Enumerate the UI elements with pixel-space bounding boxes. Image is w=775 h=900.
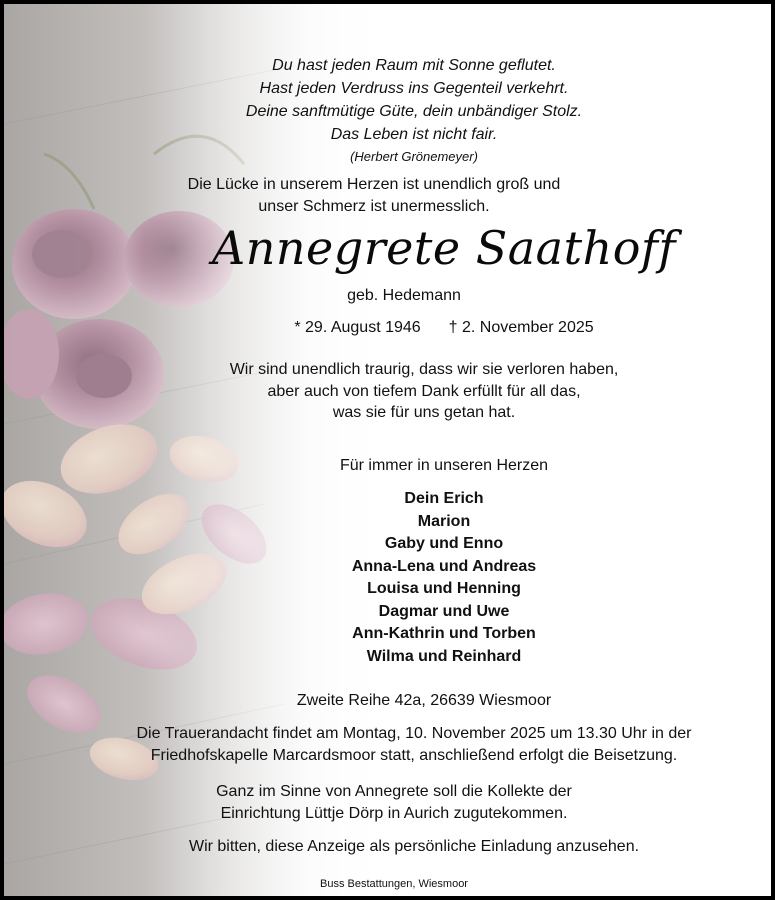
death-date: † 2. November 2025	[448, 319, 594, 336]
family-address: Zweite Reihe 42a, 26639 Wiesmoor	[296, 692, 552, 709]
mourners-list	[244, 488, 644, 668]
intro-line: Die Lücke in unserem Herzen ist unendlich groß und	[187, 176, 561, 193]
collection-line: Ganz im Sinne von Annegrete soll die Kollekte der	[216, 783, 572, 800]
birth-date: * 29. August 1946	[294, 319, 421, 336]
mourner-name: Dagmar und Uwe	[378, 602, 510, 620]
service-line: Friedhofskapelle Marcardsmoor statt, anschließend erfolgt die Beisetzung.	[150, 746, 678, 764]
maiden-name: geb. Hedemann	[347, 287, 461, 304]
life-dates	[264, 317, 624, 339]
mourner-name: Dein Erich	[404, 490, 484, 507]
grief-text	[174, 359, 674, 424]
mourner-name: Anna-Lena und Andreas	[351, 557, 537, 575]
collection-info	[124, 781, 664, 825]
service-line: Die Trauerandacht findet am Montag, 10. November 2025 um 13.30 Uhr in der	[136, 725, 692, 742]
deceased-name: Annegrete Saathoff	[212, 221, 676, 275]
quote-author: (Herbert Grönemeyer)	[350, 149, 478, 164]
quote-line: Hast jeden Verdruss ins Gegenteil verkehrt.	[259, 80, 569, 97]
quote-line: Du hast jeden Raum mit Sonne geflutet.	[272, 57, 556, 74]
grief-line: aber auch von tiefem Dank erfüllt für all das,	[267, 382, 581, 400]
quote-line: Deine sanftmütige Güte, dein unbändiger Stolz.	[245, 103, 583, 120]
poem-quote	[144, 54, 684, 168]
heart-line	[244, 455, 644, 477]
mourner-name: Gaby und Enno	[384, 535, 504, 552]
intro-text	[104, 174, 644, 218]
service-info	[44, 723, 775, 766]
collection-line: Einrichtung Lüttje Dörp in Aurich zugutekommen.	[220, 805, 568, 822]
grief-line: was sie für uns getan hat.	[332, 404, 516, 421]
mourner-name: Ann-Kathrin und Torben	[352, 625, 536, 642]
mourner-name: Louisa und Henning	[367, 580, 521, 597]
invitation-note: Wir bitten, diese Anzeige als persönliche Einladung anzusehen.	[188, 838, 640, 855]
grief-line: Wir sind unendlich traurig, dass wir sie verloren haben,	[229, 361, 619, 378]
intro-line: unser Schmerz ist unermesslich.	[258, 198, 490, 215]
undertaker-credit: Buss Bestattungen, Wiesmoor	[320, 878, 468, 890]
notice-content	[4, 4, 771, 896]
heart-line-text: Für immer in unseren Herzen	[339, 457, 549, 474]
mourner-name: Marion	[417, 512, 471, 530]
quote-line: Das Leben ist nicht fair.	[330, 126, 498, 143]
mourner-name: Wilma und Reinhard	[366, 647, 522, 665]
